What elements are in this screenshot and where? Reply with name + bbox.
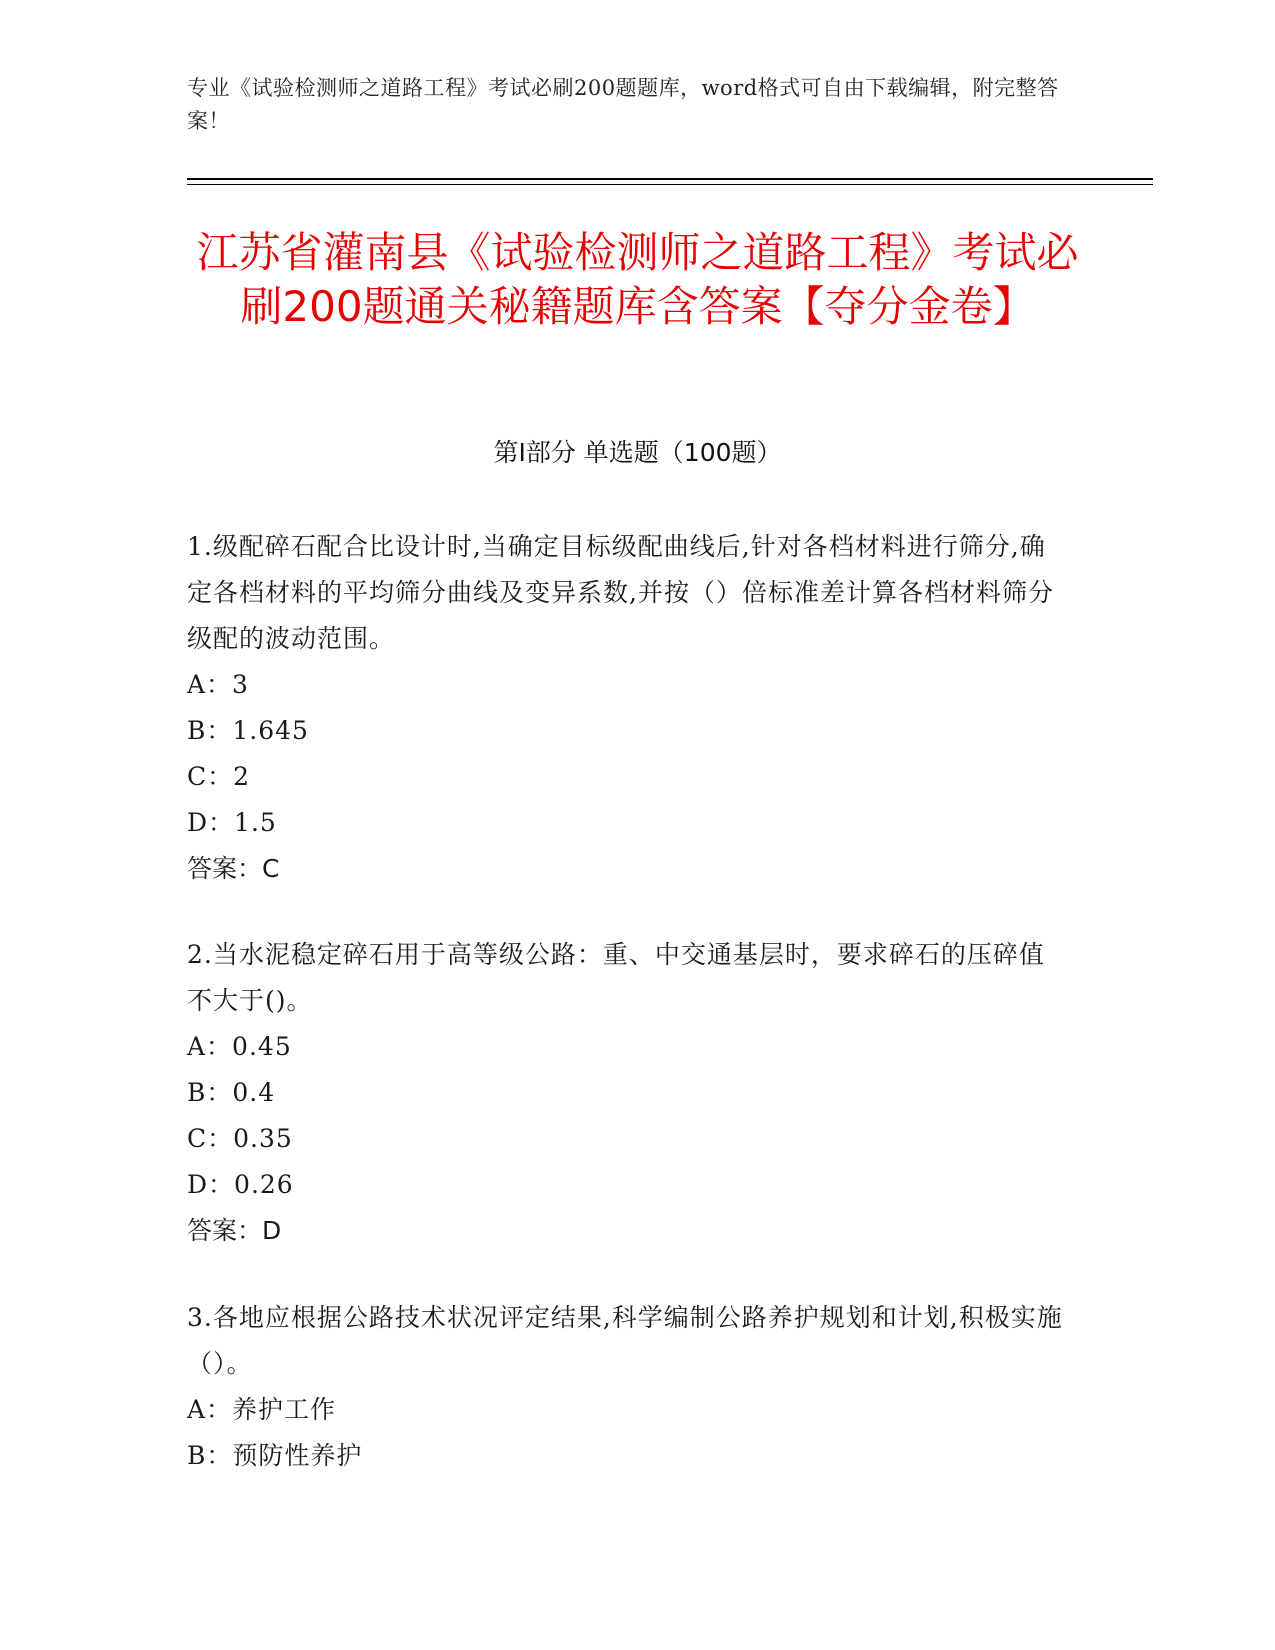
option-c: C：2: [187, 762, 251, 791]
option-b: B：1.645: [187, 716, 309, 745]
option-d: D：1.5: [187, 808, 277, 837]
question-1: [187, 524, 1067, 892]
question-3: [187, 1295, 1067, 1479]
header-rule-top: [187, 178, 1153, 180]
option-a: A：0.45: [187, 1032, 292, 1061]
question-stem: 2.当水泥稳定碎石用于高等级公路：重、中交通基层时，要求碎石的压碎值不大于()。: [187, 940, 1045, 1015]
option-c: C：0.35: [187, 1124, 293, 1153]
answer: 答案：C: [187, 854, 280, 883]
option-a: A：养护工作: [187, 1395, 337, 1424]
header-note: 专业《试验检测师之道路工程》考试必刷200题题库，word格式可自由下载编辑，附完整答案！: [187, 76, 1059, 133]
document-title: 江苏省灌南县《试验检测师之道路工程》考试必刷200题通关秘籍题库含答案【夺分金卷】: [196, 228, 1079, 331]
question-stem: 3.各地应根据公路技术状况评定结果,科学编制公路养护规划和计划,积极实施（）。: [187, 1303, 1063, 1378]
question-2: [187, 932, 1067, 1254]
header-rule-bottom: [187, 184, 1153, 185]
answer: 答案：D: [187, 1216, 282, 1245]
option-b: B：预防性养护: [187, 1441, 363, 1470]
option-a: A：3: [187, 670, 249, 699]
question-stem: 1.级配碎石配合比设计时,当确定目标级配曲线后,针对各档材料进行筛分,确定各档材料的平均筛分曲线及变异系数,并按（）倍标准差计算各档材料筛分级配的波动范围。: [187, 532, 1054, 653]
option-b: B：0.4: [187, 1078, 276, 1107]
section-title: 第I部分 单选题（100题）: [493, 438, 782, 467]
option-d: D：0.26: [187, 1170, 294, 1199]
